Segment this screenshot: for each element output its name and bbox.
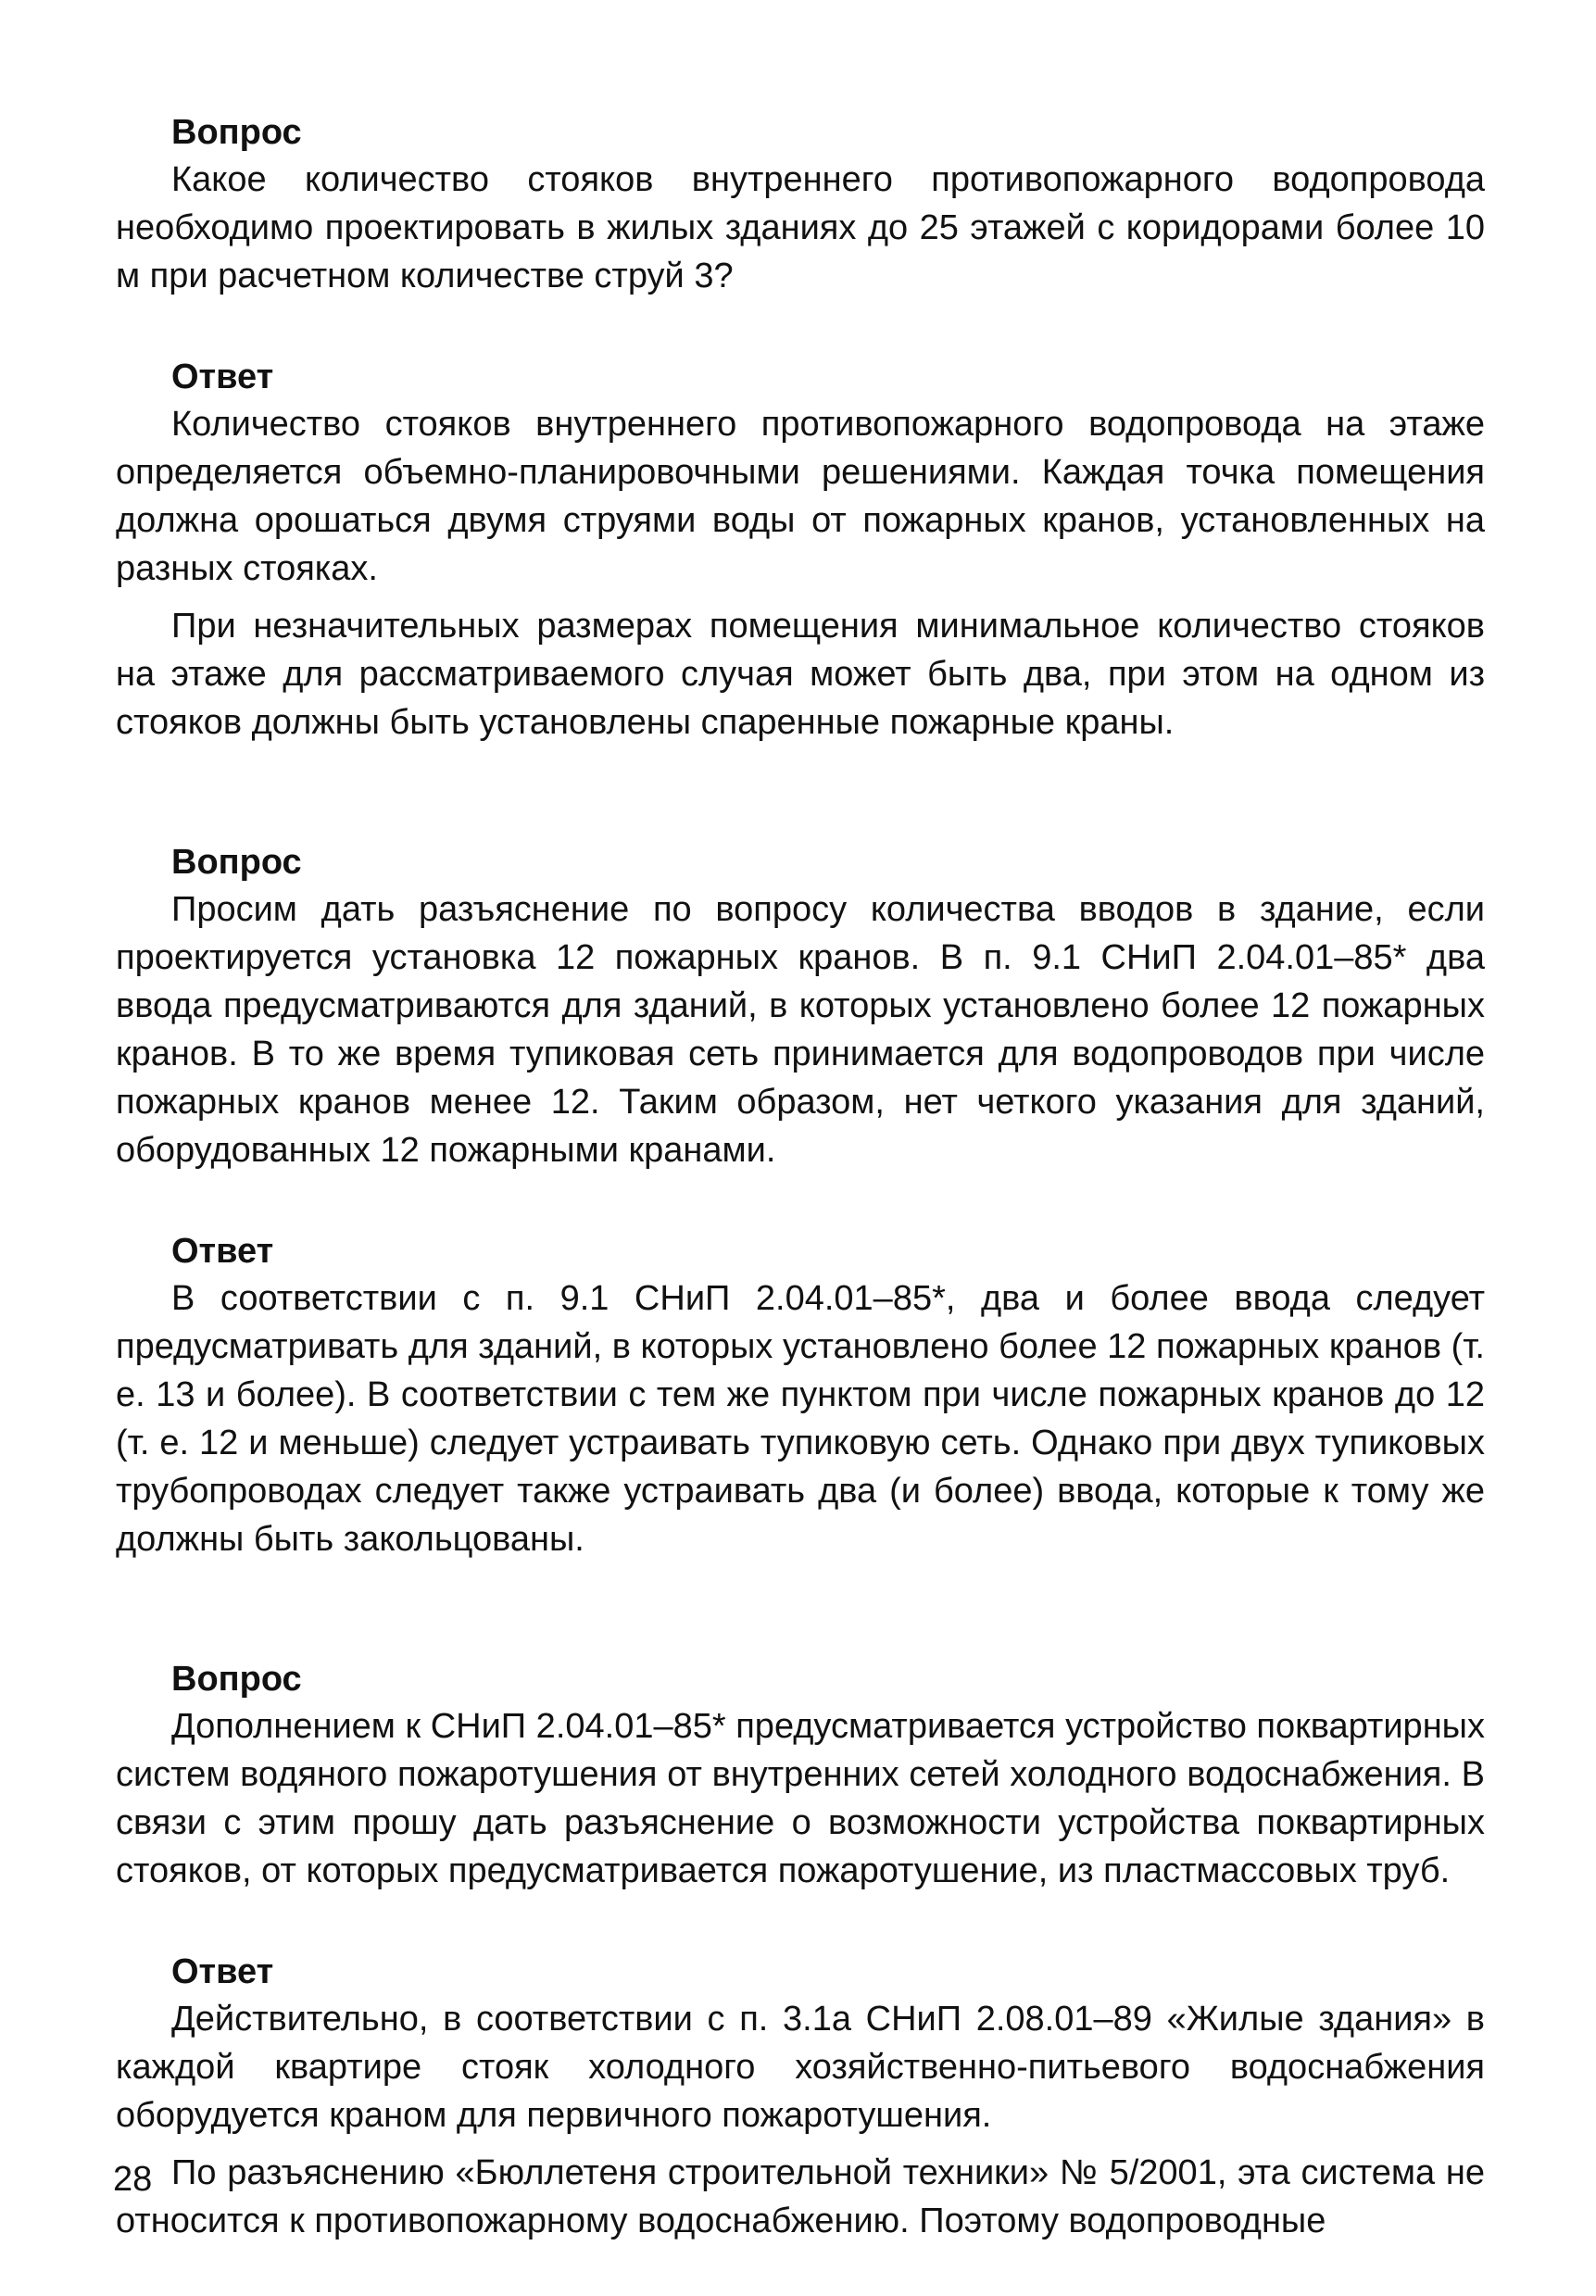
question-heading: Вопрос <box>171 113 302 152</box>
question-heading: Вопрос <box>171 1660 302 1699</box>
question-paragraph: Просим дать разъяснение по вопросу количества вводов в здание, если проектируется установка 12 пожарных кранов. В п. 9.1 СНиП 2.04.01–85* два ввода предусматриваются для зданий, в которых установлено более 12 пожарных кранов. В то же время тупиковая сеть принимается для водопроводов при числе пожарных кранов менее 12. Таким образом, нет четкого указания для зданий, оборудованных 12 пожарными кранами. <box>116 890 1485 1170</box>
answer-paragraph: В соответствии с п. 9.1 СНиП 2.04.01–85*, два и более ввода следует предусматривать для зданий, в которых установлено более 12 пожарных кранов (т. е. 13 и более). В соответствии с тем же пунктом при числе пожарных кранов до 12 (т. е. 12 и меньше) следует устраивать тупиковую сеть. Однако при двух тупиковых трубопроводах следует также устраивать два (и более) ввода, которые к тому же должны быть закольцованы. <box>116 1279 1485 1559</box>
qa-section-1 <box>116 109 1485 747</box>
answer-heading: Ответ <box>171 1232 274 1271</box>
page-number: 28 <box>113 2160 153 2199</box>
answer-paragraph: По разъяснению «Бюллетеня строительной техники» № 5/2001, эта система не относится к противопожарному водоснабжению. Поэтому водопроводные <box>116 2153 1485 2240</box>
answer-paragraph: При незначительных размерах помещения минимальное количество стояков на этаже для рассматриваемого случая может быть два, при этом на одном из стояков должны быть установлены спаренные пожарные краны. <box>116 607 1485 742</box>
question-heading: Вопрос <box>171 843 302 882</box>
answer-heading: Ответ <box>171 1952 274 1991</box>
answer-heading: Ответ <box>171 358 274 396</box>
question-paragraph: Дополнением к СНиП 2.04.01–85* предусматривается устройство поквартирных систем водяного пожаротушения от внутренних сетей холодного водоснабжения. В связи с этим прошу дать разъяснение о возможности устройства поквартирных стояков, от которых предусматривается пожаротушение, из пластмассовых труб. <box>116 1707 1485 1890</box>
answer-paragraph: Количество стояков внутреннего противопожарного водопровода на этаже определяется объемно-планировочными решениями. Каждая точка помещения должна орошаться двумя струями воды от пожарных кранов, установленных на разных стояках. <box>116 405 1485 588</box>
answer-paragraph: Действительно, в соответствии с п. 3.1а СНиП 2.08.01–89 «Жилые здания» в каждой квартире стояк холодного хозяйственно-питьевого водоснабжения оборудуется краном для первичного пожаротушения. <box>116 2000 1485 2135</box>
qa-section-3 <box>116 1656 1485 2245</box>
page-content <box>116 109 1485 2245</box>
question-paragraph: Какое количество стояков внутреннего противопожарного водопровода необходимо проектировать в жилых зданиях до 25 этажей с коридорами более 10 м при расчетном количестве струй 3? <box>116 160 1485 295</box>
qa-section-2 <box>116 839 1485 1563</box>
